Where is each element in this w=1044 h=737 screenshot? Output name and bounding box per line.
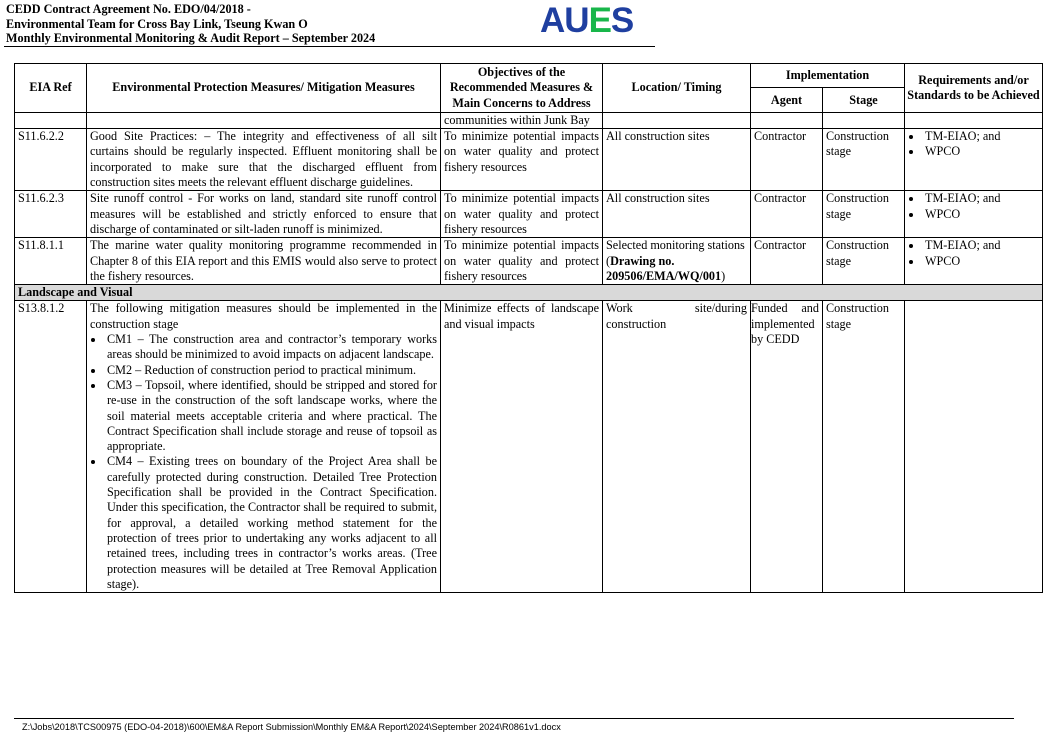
requirements-cell [905,191,1043,238]
list-item: • CM2 – Reduction of construction period to practical minimum. [105,363,437,378]
table-row [15,129,1043,191]
logo-text-e: E [588,1,611,40]
objective-cell: To minimize potential impacts on water quality and protect fishery resources [441,238,603,285]
requirements-cell [905,238,1043,285]
col-header-agent: Agent [751,88,823,112]
header-report-line: Monthly Environmental Monitoring & Audit Report – September 2024 [6,31,376,46]
measure-cell: Good Site Practices: – The integrity and effectiveness of all silt curtains should be regularly inspected. Effluent monitoring shall be incorporated to make sure that the discharged effluent from construction sites meets the relevant effluent discharge guidelines. [87,129,441,191]
measure-intro: The following mitigation measures should be implemented in the construction stage [90,301,437,331]
header-team-line: Environmental Team for Cross Bay Link, Tseung Kwan O [6,16,308,31]
section-row-landscape [15,285,1043,301]
measure-list [90,332,437,592]
requirement-item: • TM-EIAO; and [923,191,1039,206]
eia-ref-cell: S11.6.2.3 [15,191,87,238]
measure-cell: Site runoff control - For works on land, standard site runoff control measures will be established and strictly enforced to ensure that discharge of contaminated or silt-laden runoff is minimized. [87,191,441,238]
drawing-reference: Drawing no. 209506/EMA/WQ/001 [606,253,722,283]
requirement-item: • WPCO [923,254,1039,269]
col-header-requirements: Requirements and/or Standards to be Achieved [905,64,1043,113]
stage-cell: Construction stage [823,238,905,285]
table-row [15,238,1043,285]
agent-cell: Contractor [751,191,823,238]
mitigation-measures-table [14,63,1043,593]
eia-ref-cell: S13.8.1.2 [15,301,87,593]
table-row [15,191,1043,238]
table-row [15,301,1043,593]
logo-text-s: S [610,1,634,40]
requirement-item: • TM-EIAO; and [923,129,1039,144]
col-header-location: Location/ Timing [603,64,751,113]
list-item: • CM4 – Existing trees on boundary of the Project Area shall be carefully protected during construction. Detailed Tree Protection Specification shall be provided in the Contract Specification. Under this specification, the Contractor shall be required to submit, for approval, a detailed working method statement for the protection of trees prior to undertaking any works adjacent to all retained trees, including trees in contractor’s works areas. (Tree protection measures will be detailed at Tree Removal Application stage). [105,454,437,592]
location-cell: All construction sites [603,129,751,191]
logo-text-au: AU [540,1,589,40]
requirement-item: • TM-EIAO; and [923,238,1039,253]
col-header-objectives: Objectives of the Recommended Measures & Main Concerns to Address [441,64,603,113]
table-row-continuation [15,112,1043,128]
header-divider [4,46,655,47]
aues-logo [540,0,633,42]
location-text: Selected monitoring stations ( [606,238,745,268]
measure-cell: The marine water quality monitoring programme recommended in Chapter 8 of this EIA report and this EMIS would also serve to protect the fishery resources. [87,238,441,285]
requirements-cell [905,301,1043,593]
header-contract-line: CEDD Contract Agreement No. EDO/04/2018 - [6,2,251,16]
measure-cell [87,301,441,593]
location-text-end: ) [721,268,726,283]
agent-cell: Contractor [751,238,823,285]
agent-cell: Funded and implemented by CEDD [751,301,823,593]
location-cell: All construction sites [603,191,751,238]
objective-cell: To minimize potential impacts on water quality and protect fishery resources [441,191,603,238]
footer-file-path: Z:\Jobs\2018\TCS00975 (EDO-04-2018)\600\EM&A Report Submission\Monthly EM&A Report\2024\September 2024\R0861v1.docx [22,722,561,732]
stage-cell: Construction stage [823,129,905,191]
col-header-implementation: Implementation [751,64,905,88]
objective-cell: Minimize effects of landscape and visual impacts [441,301,603,593]
stage-cell: Construction stage [823,191,905,238]
requirement-item: • WPCO [923,207,1039,222]
requirement-item: • WPCO [923,144,1039,159]
document-header [6,2,375,46]
section-title: Landscape and Visual [15,285,1043,301]
col-header-stage: Stage [823,88,905,112]
location-cell: Work site/during construction [603,301,751,593]
agent-cell: Contractor [751,129,823,191]
location-cell [603,238,751,285]
col-header-eia-ref: EIA Ref [15,64,87,113]
objective-cell: To minimize potential impacts on water quality and protect fishery resources [441,129,603,191]
eia-ref-cell: S11.6.2.2 [15,129,87,191]
requirements-cell [905,129,1043,191]
list-item: • CM3 – Topsoil, where identified, should be stripped and stored for re-use in the construction of the soft landscape works, where the soil material meets acceptable criteria and where practical. The Contract Specification shall include storage and reuse of topsoil as appropriate. [105,378,437,454]
col-header-measures: Environmental Protection Measures/ Mitigation Measures [87,64,441,113]
footer-divider [14,718,1014,719]
eia-ref-cell: S11.8.1.1 [15,238,87,285]
list-item: • CM1 – The construction area and contractor’s temporary works areas should be minimized to avoid impacts on adjacent landscape. [105,332,437,363]
table-header-row [15,64,1043,88]
stage-cell: Construction stage [823,301,905,593]
continuation-objective: communities within Junk Bay [441,112,603,128]
